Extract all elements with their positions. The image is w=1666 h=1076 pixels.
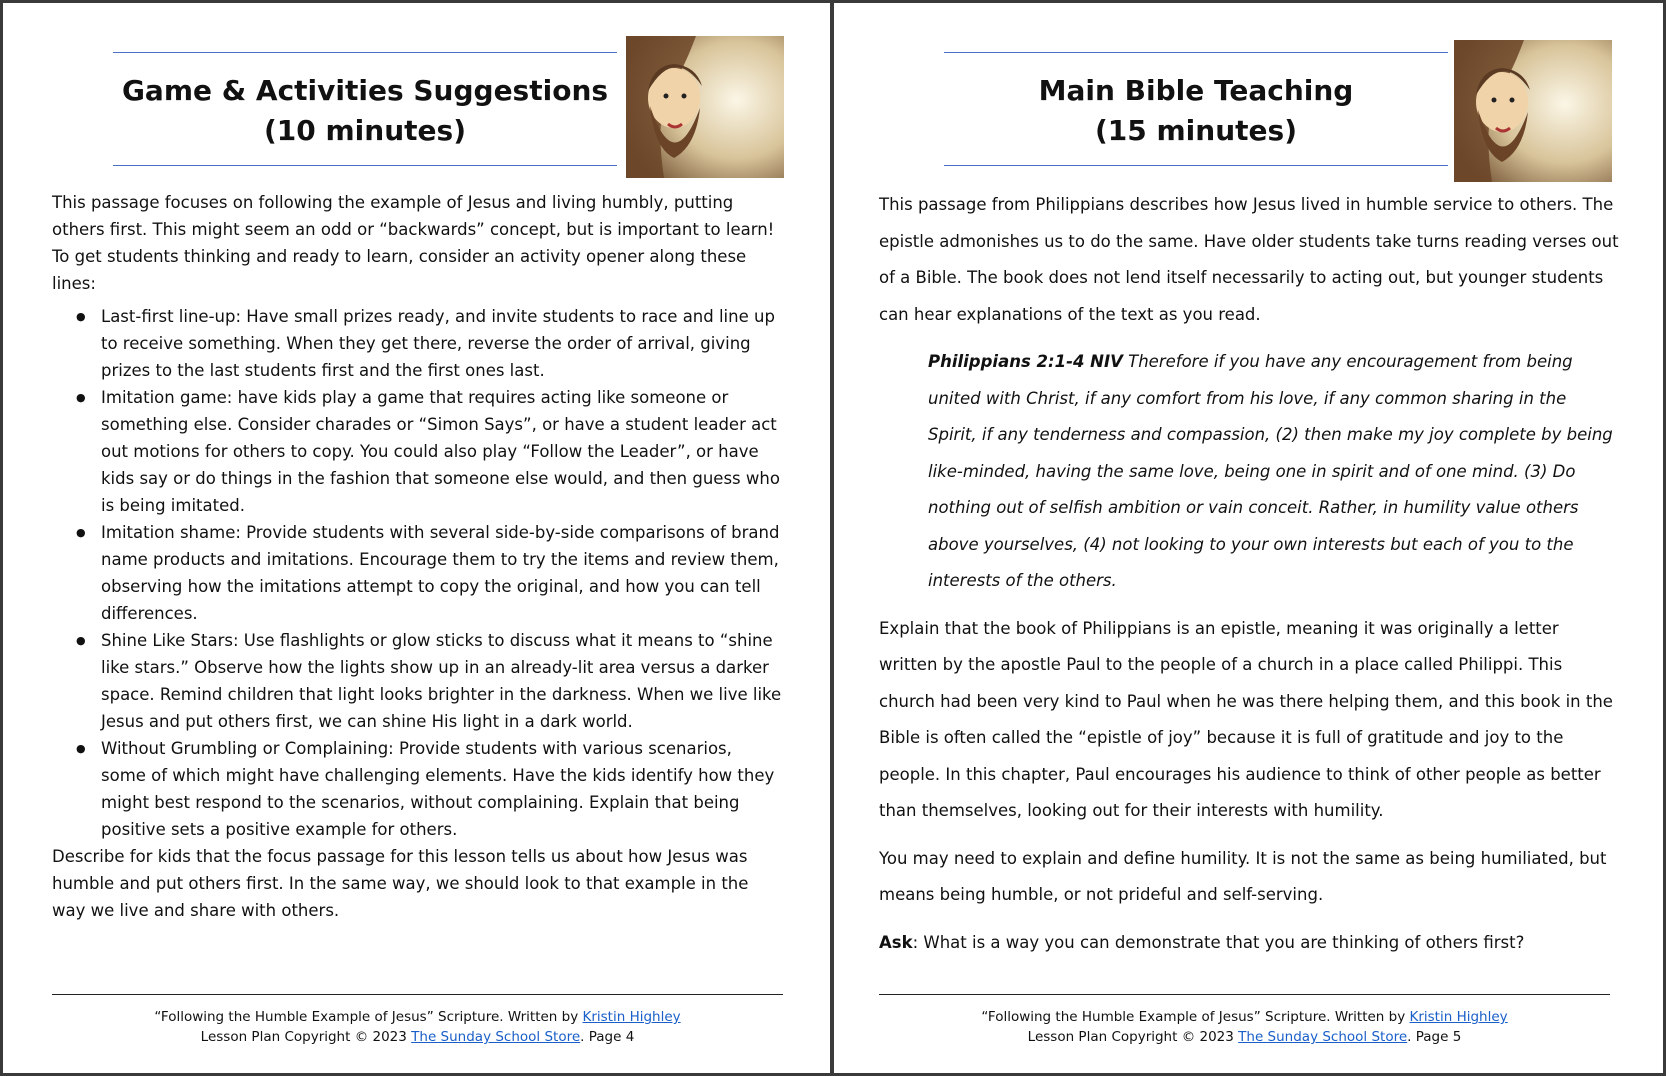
footer-line-2 <box>52 1027 783 1047</box>
page-5 <box>834 3 1663 1073</box>
store-link[interactable]: The Sunday School Store <box>1238 1029 1408 1045</box>
activities-body <box>52 189 782 924</box>
closing-paragraph: Describe for kids that the focus passage for this lesson tells us about how Jesus was humble and put others first. In the same way, we should look to that example in the way we live and share with others. <box>52 847 749 920</box>
footer-copyright: Lesson Plan Copyright © 2023 <box>1027 1029 1239 1045</box>
bearded-man-illustration-icon <box>626 36 784 178</box>
title-line-1: Main Bible Teaching <box>1038 74 1354 107</box>
ask-label: Ask <box>879 932 913 952</box>
list-item: ● Imitation game: have kids play a game that requires acting like someone or something else. Consider charades or “Simon Says”, or have a student leader act out motions for others to copy. You could also play “Follow the Leader”, or have kids say or do things in the fashion that someone else would, and then guess who is being imitated. <box>101 384 782 519</box>
humility-paragraph: You may need to explain and define humility. It is not the same as being humiliated, but means being humble, or not prideful and self-serving. <box>879 848 1607 904</box>
scripture-quote <box>928 344 1619 600</box>
teaching-body <box>879 187 1619 972</box>
page-number: . Page 4 <box>580 1029 635 1045</box>
list-item: ● Without Grumbling or Complaining: Provide students with various scenarios, some of which might have challenging elements. Have the kids identify how they might best respond to the scenarios, without complaining. Explain that being positive sets a positive example for others. <box>101 735 782 843</box>
title-line-1: Game & Activities Suggestions <box>121 74 609 107</box>
footer-copyright: Lesson Plan Copyright © 2023 <box>200 1029 412 1045</box>
scripture-reference: Philippians 2:1-4 NIV <box>928 352 1123 371</box>
bearded-man-illustration-icon <box>1454 40 1612 182</box>
list-item: ● Imitation shame: Provide students with several side-by-side comparisons of brand name products and imitations. Encourage them to try the items and review them, observing how the imitations attempt to copy the original, and how you can tell differences. <box>101 519 782 627</box>
page-footer <box>879 994 1610 1047</box>
footer-line-1 <box>52 1007 783 1027</box>
list-item: ● Last-first line-up: Have small prizes ready, and invite students to race and line up to receive something. When they get there, reverse the order of arrival, giving prizes to the last students first and the first ones last. <box>101 303 782 384</box>
page-4 <box>3 3 830 1073</box>
author-link[interactable]: Kristin Highley <box>1409 1009 1508 1025</box>
footer-credit: “Following the Humble Example of Jesus” Scripture. Written by <box>981 1009 1410 1025</box>
author-link[interactable]: Kristin Highley <box>582 1009 681 1025</box>
intro-paragraph: This passage from Philippians describes how Jesus lived in humble service to others. The epistle admonishes us to do the same. Have older students take turns reading verses out of a Bible. The book does not lend itself necessarily to acting out, but younger students can hear explanations of the text as you read. <box>879 195 1619 324</box>
title-line-2: (15 minutes) <box>1095 114 1297 147</box>
scripture-text: Therefore if you have any encouragement from being united with Christ, if any comfort from his love, if any common sharing in the Spirit, if any tenderness and compassion, (2) then make my joy complete by being like-minded, having the same love, being one in spirit and of one mind. (3) Do nothing out of selfish ambition or vain conceit. Rather, in humility value others above yourselves, (4) not looking to your own interests but each of you to the interests of the others. <box>928 352 1613 590</box>
activity-list <box>52 303 782 843</box>
list-item: ● Shine Like Stars: Use flashlights or glow sticks to discuss what it means to “shine like stars.” Observe how the lights show up in an already-lit area versus a darker space. Remind children that light looks brighter in the darkness. When we live like Jesus and put others first, we can shine His light in a dark world. <box>101 627 782 735</box>
title-block <box>113 52 617 166</box>
page-title <box>944 71 1448 151</box>
page-number: . Page 5 <box>1407 1029 1462 1045</box>
footer-line-2 <box>879 1027 1610 1047</box>
store-link[interactable]: The Sunday School Store <box>411 1029 581 1045</box>
epistle-paragraph: Explain that the book of Philippians is an epistle, meaning it was originally a letter written by the apostle Paul to the people of a church in a place called Philippi. This church had been very kind to Paul when he was there helping them, and this book in the Bible is often called the “epistle of joy” because it is full of gratitude and joy to the people. In this chapter, Paul encourages his audience to think of other people as better than themselves, looking out for their interests with humility. <box>879 618 1613 820</box>
footer-credit: “Following the Humble Example of Jesus” Scripture. Written by <box>154 1009 583 1025</box>
title-line-2: (10 minutes) <box>264 114 466 147</box>
ask-paragraph <box>879 925 1619 962</box>
ask-question: : What is a way you can demonstrate that you are thinking of others first? <box>912 932 1525 952</box>
title-block <box>944 52 1448 166</box>
page-footer <box>52 994 783 1047</box>
page-title <box>113 71 617 151</box>
intro-paragraph: This passage focuses on following the example of Jesus and living humbly, putting others first. This might seem an odd or “backwards” concept, but is important to learn! To get students thinking and ready to learn, consider an activity opener along these lines: <box>52 193 775 293</box>
footer-line-1 <box>879 1007 1610 1027</box>
